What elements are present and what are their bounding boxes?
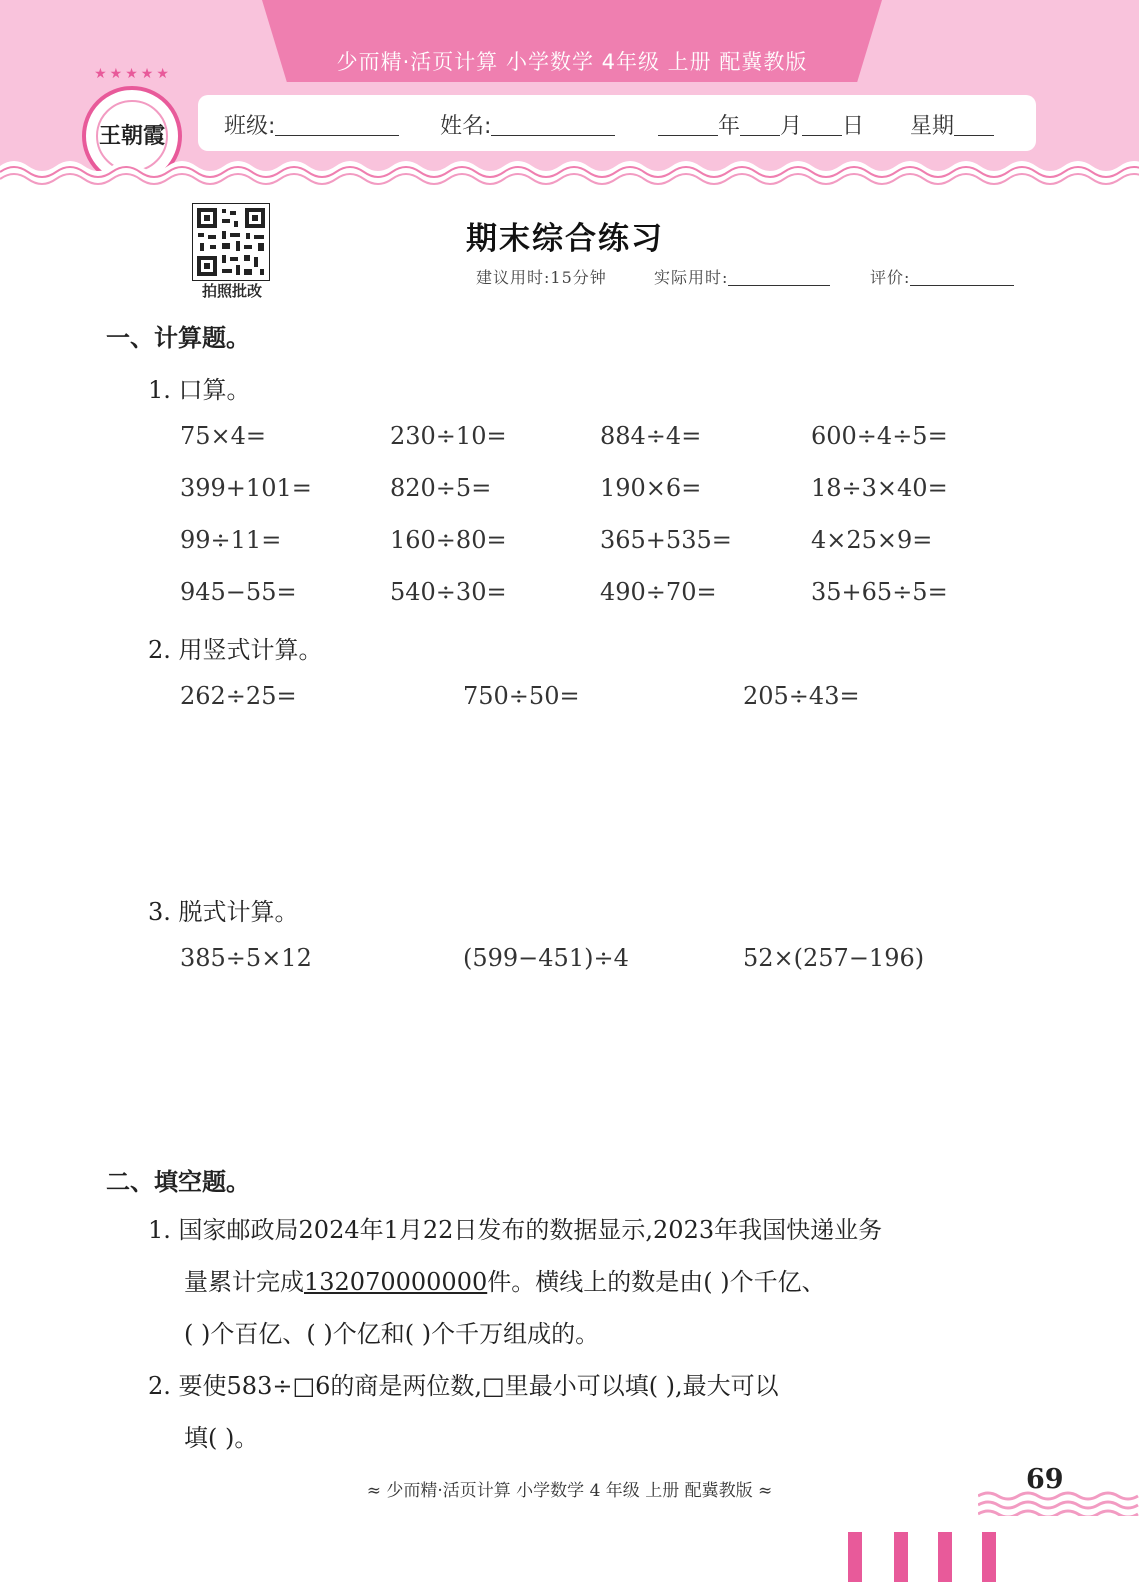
- evaluation-label: 评价:: [870, 268, 911, 287]
- page-number: 69: [1026, 1464, 1064, 1495]
- actual-time-field[interactable]: [654, 265, 830, 288]
- month-blank[interactable]: [740, 113, 780, 136]
- weekday-field[interactable]: [910, 109, 994, 140]
- vertical-calc-item: 205÷43=: [743, 682, 860, 710]
- mental-calc-item: 75×4=: [180, 422, 267, 450]
- class-field[interactable]: [224, 109, 399, 140]
- edge-mark: [848, 1532, 862, 1582]
- evaluation-blank[interactable]: [910, 267, 1014, 286]
- mental-calc-item: 160÷80=: [390, 526, 507, 554]
- mental-calc-item: 190×6=: [600, 474, 702, 502]
- q1-line2-end: 件。横线上的数是由( )个千亿、: [487, 1268, 826, 1296]
- qr-code-icon[interactable]: [192, 203, 270, 281]
- q1-line1: 1. 国家邮政局2024年1月22日发布的数据显示,2023年我国快递业务: [148, 1216, 883, 1244]
- stepwise-calc-item: (599−451)÷4: [463, 944, 629, 972]
- suggested-time: 建议用时:15分钟: [476, 268, 607, 287]
- day-label: 日: [842, 114, 865, 139]
- mental-calc-item: 490÷70=: [600, 578, 717, 606]
- mental-calc-item: 35+65÷5=: [811, 578, 948, 606]
- actual-time-blank[interactable]: [728, 267, 830, 286]
- edge-mark: [938, 1532, 952, 1582]
- class-label: 班级:: [224, 114, 276, 139]
- mental-calc-item: 945−55=: [180, 578, 297, 606]
- mental-calc-item: 884÷4=: [600, 422, 702, 450]
- section2-heading: 二、填空题。: [106, 1168, 250, 1196]
- q3-label: 3. 脱式计算。: [148, 898, 299, 926]
- mental-calc-item: 230÷10=: [390, 422, 507, 450]
- header-wave: [0, 152, 1139, 194]
- vertical-calc-item: 262÷25=: [180, 682, 297, 710]
- month-label: 月: [780, 114, 803, 139]
- year-label: 年: [718, 114, 741, 139]
- mental-calc-item: 399+101=: [180, 474, 312, 502]
- evaluation-field[interactable]: [870, 265, 1014, 288]
- class-blank[interactable]: [275, 113, 399, 136]
- fill-question-2: [148, 1360, 1028, 1464]
- year-blank[interactable]: [658, 113, 718, 136]
- q1-line3: ( )个百亿、( )个亿和( )个千万组成的。: [184, 1320, 600, 1348]
- q2-line1: 2. 要使583÷□6的商是两位数,□里最小可以填( ),最大可以: [148, 1372, 779, 1400]
- series-title: 少而精·活页计算 小学数学 4年级 上册 配冀教版: [336, 50, 808, 74]
- day-blank[interactable]: [802, 113, 842, 136]
- fill-question-1: [148, 1204, 1028, 1360]
- edge-mark: [894, 1532, 908, 1582]
- actual-time-label: 实际用时:: [654, 268, 729, 287]
- stepwise-calc-item: 52×(257−196): [743, 944, 925, 972]
- q1-label: 1. 口算。: [148, 376, 251, 404]
- date-field[interactable]: [658, 109, 864, 140]
- edge-mark: [982, 1532, 996, 1582]
- name-field[interactable]: [440, 109, 615, 140]
- mental-calc-item: 365+535=: [600, 526, 732, 554]
- mental-calc-item: 600÷4÷5=: [811, 422, 948, 450]
- mental-calc-item: 18÷3×40=: [811, 474, 948, 502]
- q2-label: 2. 用竖式计算。: [148, 636, 323, 664]
- weekday-label: 星期: [910, 114, 955, 139]
- q2-line2: 填( )。: [184, 1424, 259, 1452]
- qr-label: 拍照批改: [201, 282, 262, 300]
- stars-decoration: ★★★★★: [94, 66, 172, 82]
- q1-line2: [148, 1256, 1028, 1308]
- page-title: 期末综合练习: [466, 221, 664, 257]
- logo-text: 王朝霞: [96, 100, 168, 172]
- weekday-blank[interactable]: [954, 113, 994, 136]
- name-label: 姓名:: [440, 114, 492, 139]
- mental-calc-item: 540÷30=: [390, 578, 507, 606]
- mental-calc-item: 99÷11=: [180, 526, 282, 554]
- footer-wave: [978, 1486, 1139, 1516]
- footer-series: ≈ 少而精·活页计算 小学数学 4 年级 上册 配冀教版 ≈: [366, 1481, 773, 1501]
- q1-line2-start: 量累计完成: [184, 1268, 304, 1296]
- student-info-box: [198, 95, 1036, 151]
- section1-heading: 一、计算题。: [106, 324, 250, 352]
- stepwise-calc-item: 385÷5×12: [180, 944, 312, 972]
- vertical-calc-item: 750÷50=: [463, 682, 580, 710]
- mental-calc-item: 820÷5=: [390, 474, 492, 502]
- mental-calc-item: 4×25×9=: [811, 526, 933, 554]
- name-blank[interactable]: [491, 113, 615, 136]
- underlined-number: 132070000000: [304, 1268, 488, 1296]
